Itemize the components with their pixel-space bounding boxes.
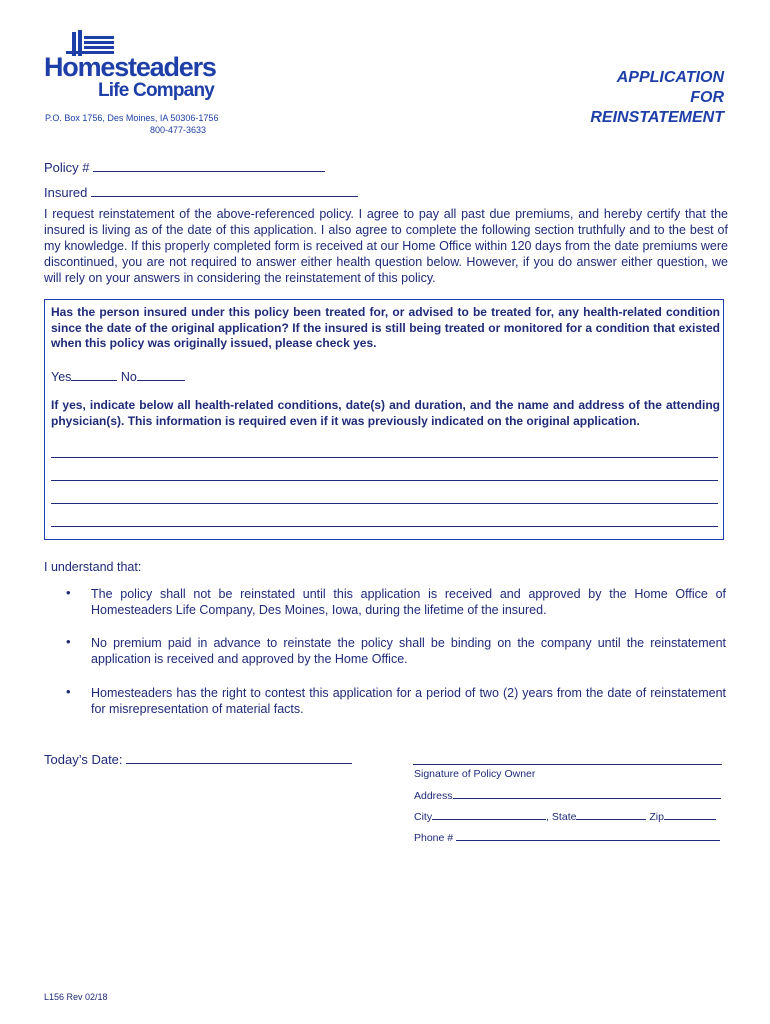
- city-state-zip-row: [414, 808, 716, 823]
- state-field[interactable]: [576, 808, 646, 820]
- zip-label: Zip: [649, 811, 664, 823]
- todays-date-label: Today’s Date:: [44, 752, 123, 767]
- insured-label: Insured: [44, 185, 88, 200]
- understand-item-3: Homesteaders has the right to contest this application for a period of two (2) years from the date of reinstatement for misrepresentation of material facts.: [91, 686, 726, 716]
- policy-label: Policy #: [44, 160, 90, 175]
- phone-row: [414, 829, 720, 844]
- insured-name-field[interactable]: [91, 185, 358, 197]
- city-label: City: [414, 811, 433, 823]
- yes-label: Yes: [51, 370, 72, 384]
- address-row: [414, 787, 721, 802]
- form-revision: L156 Rev 02/18: [44, 992, 108, 1002]
- form-title-line1: APPLICATION: [616, 69, 724, 86]
- intro-paragraph: I request reinstatement of the above-referenced policy. I agree to pay all past due premiums, and hereby certify that the insured is living as of the date of this application. I also agree to complete the following section truthfully and to the best of my knowledge. If this properly completed form is received at our Home Office within 120 days from the date premiums were discontinued, you are not required to answer either health question below. However, if you do answer either question, we will rely on your answers in considering the reinstatement of this policy.: [44, 207, 728, 285]
- city-field[interactable]: [432, 808, 546, 820]
- phone-field[interactable]: [456, 829, 720, 841]
- logo-text-homesteaders: Homesteaders: [44, 52, 216, 82]
- signature-field[interactable]: [413, 764, 722, 765]
- form-title-line3: REINSTATEMENT: [590, 109, 724, 126]
- insured-row: [44, 185, 358, 200]
- yes-field[interactable]: [71, 369, 117, 381]
- policy-number-field[interactable]: [93, 160, 325, 172]
- health-instructions: If yes, indicate below all health-related conditions, date(s) and duration, and the name and address of the attending physician(s). This information is required even if it was previously indicated on the original application.: [51, 398, 720, 428]
- signature-label: Signature of Policy Owner: [414, 768, 536, 780]
- zip-field[interactable]: [664, 808, 716, 820]
- understand-heading: I understand that:: [44, 560, 142, 574]
- health-details-line-3[interactable]: [51, 503, 718, 504]
- yes-no-row: [51, 369, 185, 384]
- understand-item-1: The policy shall not be reinstated until this application is received and approved by the Home Office of Homesteaders Life Company, Des Moines, Iowa, during the lifetime of the insured.: [91, 587, 726, 617]
- health-question: Has the person insured under this policy been treated for, or advised to be treated for, any health-related condition since the date of the original application? If the insured is still being treated or monitored for a condition that existed when this policy was originally issued, please check yes.: [51, 305, 720, 350]
- phone-label: Phone #: [414, 832, 454, 844]
- company-address: P.O. Box 1756, Des Moines, IA 50306-1756: [45, 113, 219, 123]
- no-label: No: [120, 370, 137, 384]
- company-phone: 800-477-3633: [150, 125, 207, 135]
- form-title: [590, 68, 724, 128]
- no-field[interactable]: [137, 369, 185, 381]
- understand-item-2: No premium paid in advance to reinstate the policy shall be binding on the company until the reinstatement application is received and approved by the Home Office.: [91, 636, 726, 666]
- logo-text-life-company: Life Company: [98, 80, 215, 101]
- todays-date-field[interactable]: [126, 752, 352, 764]
- address-label: Address: [414, 790, 453, 802]
- form-title-line2: FOR: [690, 89, 724, 106]
- health-details-line-1[interactable]: [51, 457, 718, 458]
- policy-row: [44, 160, 325, 175]
- health-details-line-4[interactable]: [51, 526, 718, 527]
- bullet-icon: •: [66, 634, 71, 649]
- health-details-line-2[interactable]: [51, 480, 718, 481]
- address-field[interactable]: [453, 787, 721, 799]
- todays-date-row: [44, 752, 352, 767]
- bullet-icon: •: [66, 684, 71, 699]
- bullet-icon: •: [66, 585, 71, 600]
- state-label: , State: [546, 811, 577, 823]
